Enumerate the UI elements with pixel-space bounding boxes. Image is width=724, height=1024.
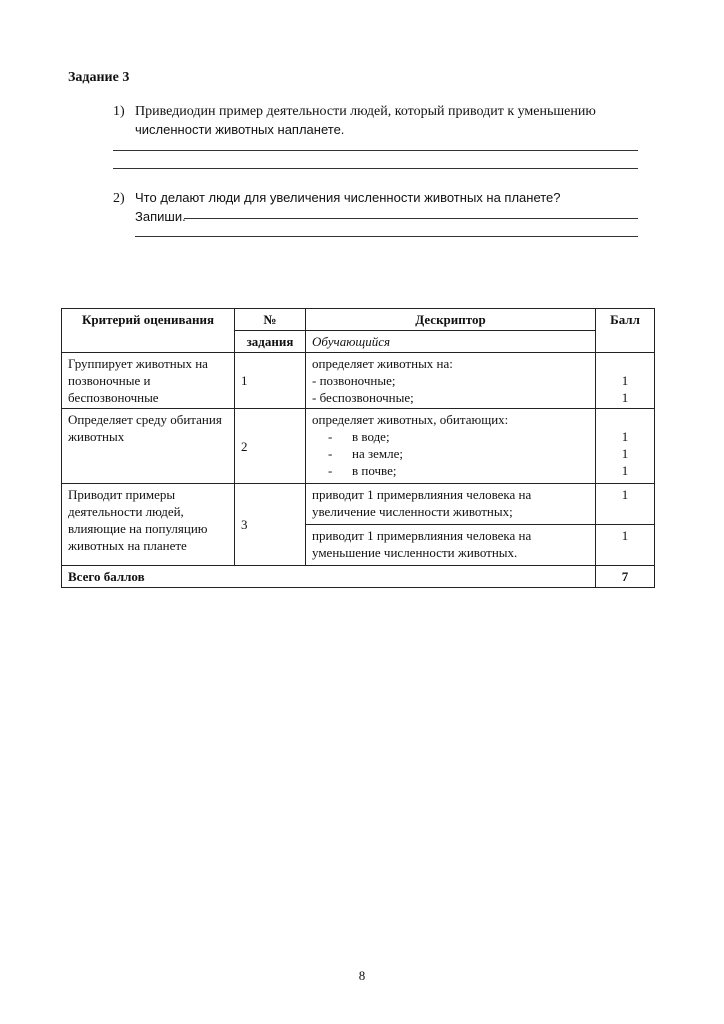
question-1-number: 1) <box>113 104 125 119</box>
question-1-line-1: Приведиодин пример деятельности людей, который приводит к уменьшению <box>135 104 596 119</box>
answer-line-1b[interactable] <box>113 168 638 169</box>
page-number: 8 <box>358 968 366 983</box>
question-1-line-2: численности животных напланете. <box>135 122 345 137</box>
descriptor-cell <box>306 353 596 409</box>
score-value: 1 <box>621 446 629 461</box>
assessment-rubric-table <box>61 308 655 588</box>
header-score: Балл <box>596 309 655 353</box>
question-2-line-2: Запиши. <box>135 209 186 224</box>
score-value: 1 <box>621 373 629 388</box>
criterion-cell: Группирует животных на позвоночные и беспозвоночные <box>62 353 235 409</box>
question-2-number: 2) <box>113 191 125 206</box>
answer-line-2a[interactable] <box>184 218 638 219</box>
total-row <box>62 566 655 588</box>
descriptor-item: - в почве; <box>328 463 397 478</box>
header-num-word: задания <box>235 331 306 353</box>
question-2 <box>113 189 561 227</box>
question-1 <box>113 103 596 140</box>
question-2-line-1: Что делают люди для увеличения численности животных на планете? <box>135 190 561 205</box>
criterion-cell: Определяет среду обитания животных <box>62 409 235 484</box>
score-value: 1 <box>596 525 655 566</box>
total-value: 7 <box>596 566 655 588</box>
descriptor-item: - на земле; <box>328 446 403 461</box>
answer-line-2b[interactable] <box>135 236 638 237</box>
answer-line-1a[interactable] <box>113 150 638 151</box>
table-header-row <box>62 309 655 331</box>
descriptor-item: - в воде; <box>328 429 390 444</box>
header-learner: Обучающийся <box>306 331 596 353</box>
score-cell <box>596 353 655 409</box>
total-label: Всего баллов <box>62 566 596 588</box>
table-row <box>62 353 655 409</box>
score-value: 1 <box>621 390 629 405</box>
score-value: 1 <box>596 484 655 525</box>
score-value: 1 <box>621 463 629 478</box>
score-value: 1 <box>621 429 629 444</box>
header-criterion: Критерий оценивания <box>62 309 235 353</box>
criterion-cell: Приводит примеры деятельности людей, влияющие на популяцию животных на планете <box>62 484 235 566</box>
task-number-cell: 1 <box>235 353 306 409</box>
descriptor-cell: приводит 1 примервлияния человека на уменьшение численности животных. <box>306 525 596 566</box>
descriptor-lead: определяет животных на: <box>312 356 453 371</box>
descriptor-cell: приводит 1 примервлияния человека на увеличение численности животных; <box>306 484 596 525</box>
descriptor-item: - позвоночные; <box>312 373 396 388</box>
task-number-cell: 2 <box>235 409 306 484</box>
descriptor-item: - беспозвоночные; <box>312 390 414 405</box>
task-title: Задание 3 <box>68 70 130 85</box>
score-cell <box>596 409 655 484</box>
header-num-symbol: № <box>235 309 306 331</box>
descriptor-lead: определяет животных, обитающих: <box>312 412 509 427</box>
task-number-cell: 3 <box>235 484 306 566</box>
table-row <box>62 484 655 525</box>
table-row <box>62 409 655 484</box>
header-descriptor: Дескриптор <box>306 309 596 331</box>
descriptor-cell <box>306 409 596 484</box>
